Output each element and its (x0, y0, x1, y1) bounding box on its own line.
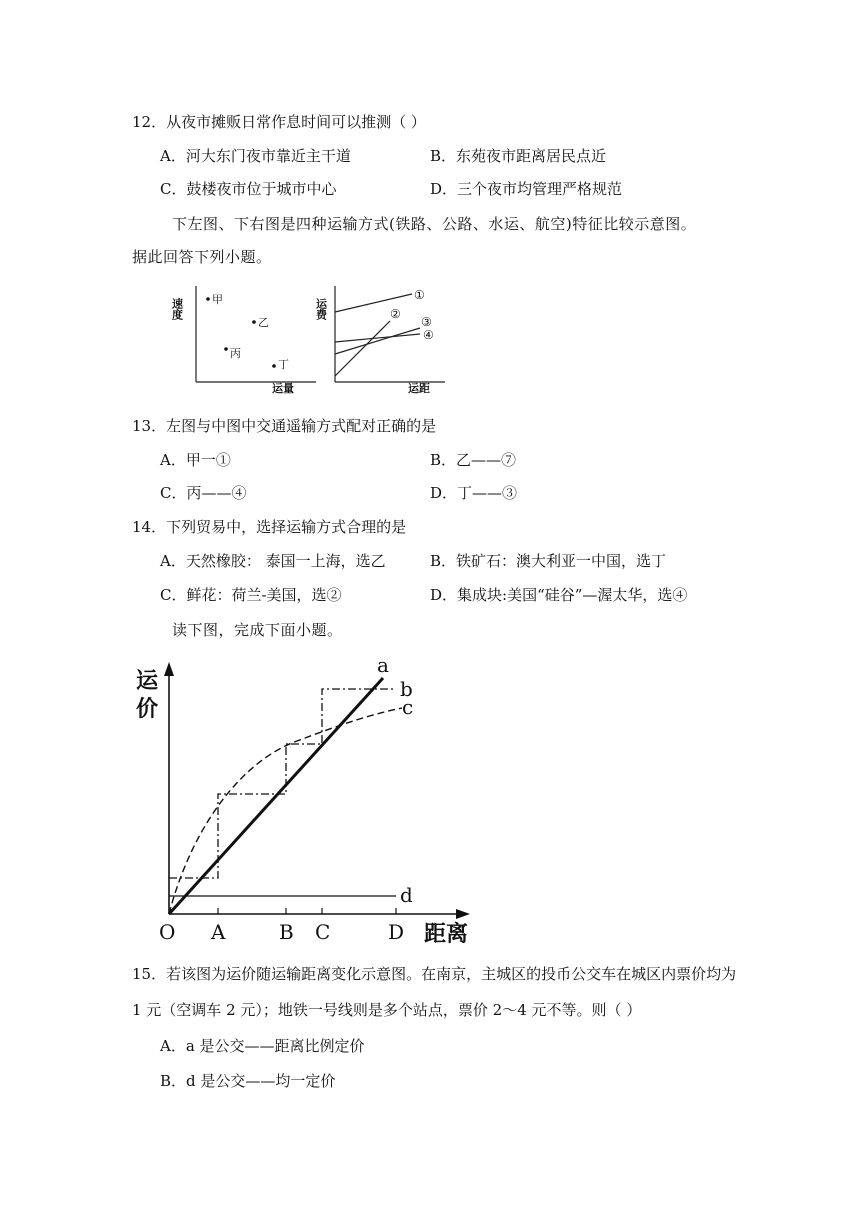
main-y-arrow (164, 662, 174, 676)
question-15-option-a: A．a 是公交——距离比例定价 (160, 1037, 365, 1055)
question-13-option-a: A．甲一① (160, 451, 231, 469)
series-d-label: d (400, 883, 413, 907)
main-ylabel-2: 价 (136, 696, 159, 722)
point-ding-label: 丁 (278, 358, 289, 371)
question-12-option-a: A．河大东门夜市靠近主干道 (160, 147, 351, 165)
main-xlabel: 距离 (424, 921, 469, 947)
question-13-stem: 13．左图与中图中交通遥输方式配对正确的是 (132, 417, 437, 435)
tick-a: A (211, 920, 226, 944)
cost-line-2-label: ② (390, 307, 401, 321)
transport-speed-volume-figure (170, 284, 316, 395)
question-14-option-c: C．鲜花：荷兰-美国，选② (160, 586, 342, 604)
question-14-option-a: A．天然橡胶： 泰国一上海，选乙 (160, 552, 386, 570)
main-x-arrow (456, 909, 470, 919)
origin-label: O (159, 920, 176, 944)
cost-line-1-label: ① (414, 288, 425, 302)
question-12-option-d: D．三个夜市均管理严格规范 (430, 180, 623, 198)
transport-cost-distance-figure (314, 284, 450, 395)
series-a-label: a (377, 653, 389, 677)
question-14-option-d: D．集成块:美国“硅谷”—渥太华，选④ (430, 586, 688, 604)
main-ylabel-1: 运 (136, 668, 159, 694)
point-jia-label: 甲 (212, 293, 223, 306)
question-12-option-c: C．鼓楼夜市位于城市中心 (160, 180, 337, 198)
question-15-stem-1: 15．若该图为运价随运输距离变化示意图。在南京，主城区的投币公交车在城区内票价均为 (132, 965, 737, 983)
right-fig-xlabel: 运距 (408, 382, 430, 395)
cost-line-3-label: ③ (421, 315, 432, 329)
question-13-option-b: B．乙——⑦ (430, 451, 517, 469)
cost-line-4-label: ④ (423, 328, 434, 342)
cost-line-2 (335, 321, 390, 376)
tick-c: C (315, 920, 331, 944)
question-14-stem: 14．下列贸易中，选择运输方式合理的是 (132, 518, 407, 536)
point-bing (224, 347, 228, 351)
question-12-stem: 12．从夜市摊贩日常作息时间可以推测（ ） (132, 113, 426, 131)
question-15-option-b: B．d 是公交——均一定价 (160, 1072, 336, 1090)
right-fig-ylabel: 运费 (314, 298, 328, 320)
point-bing-label: 丙 (230, 347, 241, 360)
point-yi (252, 320, 256, 324)
question-13-option-d: D．丁——③ (430, 484, 518, 502)
freight-rate-distance-figure (132, 653, 482, 947)
series-b-label: b (400, 677, 413, 701)
tick-d: D (388, 920, 405, 944)
point-jia (206, 297, 210, 301)
intro-text-1: 下左图、下右图是四种运输方式(铁路、公路、水运、航空)特征比较示意图。 (172, 215, 697, 233)
series-c-curve (169, 708, 402, 914)
intro-text-3: 读下图，完成下面小题。 (172, 621, 343, 639)
left-fig-xlabel: 运量 (272, 382, 294, 395)
left-fig-ylabel: 速度 (170, 298, 184, 320)
series-b-steps (169, 689, 396, 878)
tick-b: B (279, 920, 294, 944)
question-13-option-c: C．丙——④ (160, 484, 247, 502)
point-ding (272, 364, 276, 368)
question-14-option-b: B．铁矿石：澳大利亚一中国，选丁 (430, 552, 667, 570)
question-12-option-b: B．东苑夜市距离居民点近 (430, 147, 607, 165)
point-yi-label: 乙 (258, 316, 269, 329)
series-c-label: c (402, 695, 414, 719)
question-15-stem-2: 1 元（空调车 2 元）；地铁一号线则是多个站点，票价 2～4 元不等。则（ ） (132, 1001, 642, 1019)
intro-text-2: 据此回答下列小题。 (132, 248, 272, 266)
